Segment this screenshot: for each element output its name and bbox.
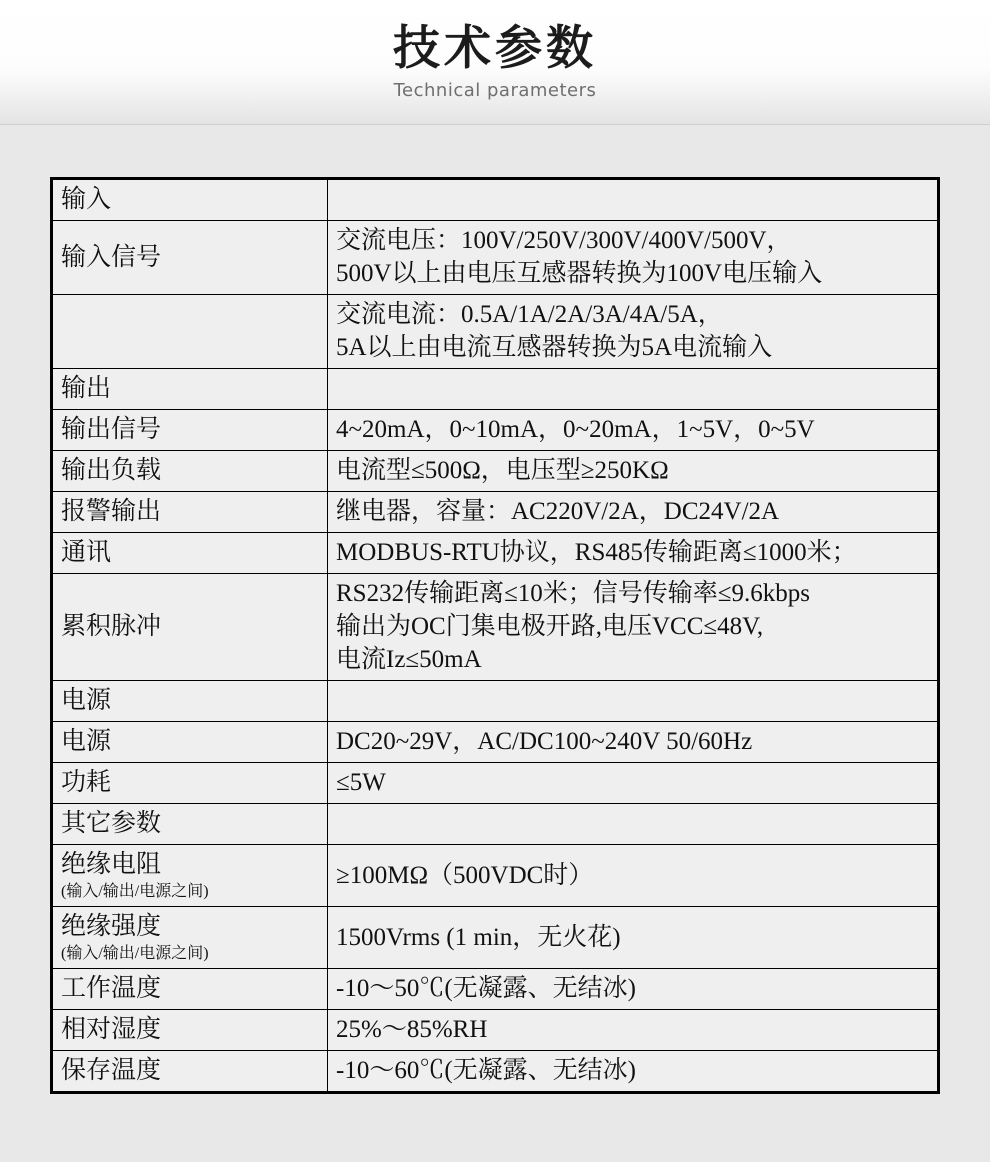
label-note: (输入/输出/电源之间) xyxy=(61,945,209,962)
section-header-label xyxy=(52,369,328,410)
parameter-label xyxy=(52,763,328,804)
section-header-label xyxy=(52,179,328,221)
parameter-value xyxy=(328,845,939,907)
section-header-fill xyxy=(328,179,939,221)
parameter-label xyxy=(52,907,328,969)
label-text: 绝缘强度 xyxy=(61,913,162,940)
table-row xyxy=(52,221,939,295)
value-line: 25%～85%RH xyxy=(336,1016,488,1043)
section-header-fill xyxy=(328,681,939,722)
label-text: 电源 xyxy=(61,687,112,714)
table-row xyxy=(52,533,939,574)
table-row xyxy=(52,451,939,492)
parameter-value xyxy=(328,907,939,969)
value-line: 输出为OC门集电极开路,电压VCC≤48V, xyxy=(336,613,764,640)
parameter-label xyxy=(52,1051,328,1093)
label-note: (输入/输出/电源之间) xyxy=(61,883,209,900)
parameter-value xyxy=(328,763,939,804)
label-text: 输入信号 xyxy=(61,243,162,271)
value-line: MODBUS-RTU协议，RS485传输距离≤1000米； xyxy=(336,539,857,566)
label-text: 功耗 xyxy=(61,769,112,796)
parameter-value xyxy=(328,574,939,681)
parameter-value xyxy=(328,722,939,763)
table-row xyxy=(52,722,939,763)
value-line: -10～50℃(无凝露、无结冰) xyxy=(336,975,636,1002)
section-header-fill xyxy=(328,804,939,845)
value-line: 5A以上由电流互感器转换为5A电流输入 xyxy=(336,334,773,361)
table-row xyxy=(52,574,939,681)
page-header xyxy=(0,0,990,125)
parameter-value xyxy=(328,492,939,533)
label-text: 输入 xyxy=(61,186,112,213)
table-row xyxy=(52,681,939,722)
table-row xyxy=(52,1010,939,1051)
label-text: 输出负载 xyxy=(61,457,162,484)
value-line: 交流电流：0.5A/1A/2A/3A/4A/5A， xyxy=(336,301,723,328)
table-row xyxy=(52,492,939,533)
spec-table-container xyxy=(0,125,990,1094)
label-text: 输出 xyxy=(61,375,112,402)
parameter-value xyxy=(328,221,939,295)
parameter-label xyxy=(52,492,328,533)
parameter-value xyxy=(328,1051,939,1093)
parameter-label xyxy=(52,410,328,451)
value-line: 1500Vrms (1 min，无火花) xyxy=(336,923,621,951)
parameter-label xyxy=(52,574,328,681)
parameter-label xyxy=(52,845,328,907)
parameter-label xyxy=(52,451,328,492)
table-row xyxy=(52,410,939,451)
value-line: -10～60℃(无凝露、无结冰) xyxy=(336,1057,636,1084)
value-line: DC20~29V，AC/DC100~240V 50/60Hz xyxy=(336,728,753,755)
table-row xyxy=(52,179,939,221)
table-row xyxy=(52,969,939,1010)
label-text: 输出信号 xyxy=(61,416,162,443)
label-text: 其它参数 xyxy=(61,810,162,837)
parameter-value xyxy=(328,969,939,1010)
parameter-label xyxy=(52,1010,328,1051)
value-line: 500V以上由电压互感器转换为100V电压输入 xyxy=(336,260,823,287)
table-row xyxy=(52,295,939,369)
section-header-fill xyxy=(328,369,939,410)
value-line: 电流型≤500Ω，电压型≥250KΩ xyxy=(336,457,669,484)
value-line: 继电器，容量：AC220V/2A，DC24V/2A xyxy=(336,498,780,525)
page-subtitle: Technical parameters xyxy=(393,80,597,102)
label-text: 报警输出 xyxy=(61,498,162,525)
section-header-label xyxy=(52,681,328,722)
label-text: 绝缘电阻 xyxy=(61,851,162,878)
section-header-label xyxy=(52,804,328,845)
label-text: 保存温度 xyxy=(61,1057,162,1084)
parameter-label xyxy=(52,533,328,574)
label-text: 累积脉冲 xyxy=(61,613,162,640)
table-row xyxy=(52,763,939,804)
table-row xyxy=(52,1051,939,1093)
value-line: 电流Iz≤50mA xyxy=(336,646,482,673)
parameter-label xyxy=(52,221,328,295)
page-title: 技术参数 xyxy=(393,21,597,76)
label-text: 通讯 xyxy=(61,539,112,566)
parameter-value xyxy=(328,1010,939,1051)
technical-parameters-table xyxy=(50,177,940,1094)
label-text: 电源 xyxy=(61,728,112,755)
parameter-label xyxy=(52,295,328,369)
parameter-value xyxy=(328,295,939,369)
parameter-value xyxy=(328,533,939,574)
label-text: 工作温度 xyxy=(61,975,162,1002)
table-row xyxy=(52,369,939,410)
value-line: ≤5W xyxy=(336,769,386,796)
value-line: 交流电压：100V/250V/300V/400V/500V， xyxy=(336,227,792,254)
table-row xyxy=(52,845,939,907)
parameter-value xyxy=(328,410,939,451)
parameter-label xyxy=(52,722,328,763)
parameter-value xyxy=(328,451,939,492)
label-text: 相对湿度 xyxy=(61,1016,162,1043)
value-line: RS232传输距离≤10米；信号传输率≤9.6kbps xyxy=(336,580,811,607)
table-row xyxy=(52,804,939,845)
table-row xyxy=(52,907,939,969)
value-line: 4~20mA，0~10mA，0~20mA，1~5V，0~5V xyxy=(336,416,815,443)
value-line: ≥100MΩ（500VDC时） xyxy=(336,861,594,889)
parameter-label xyxy=(52,969,328,1010)
